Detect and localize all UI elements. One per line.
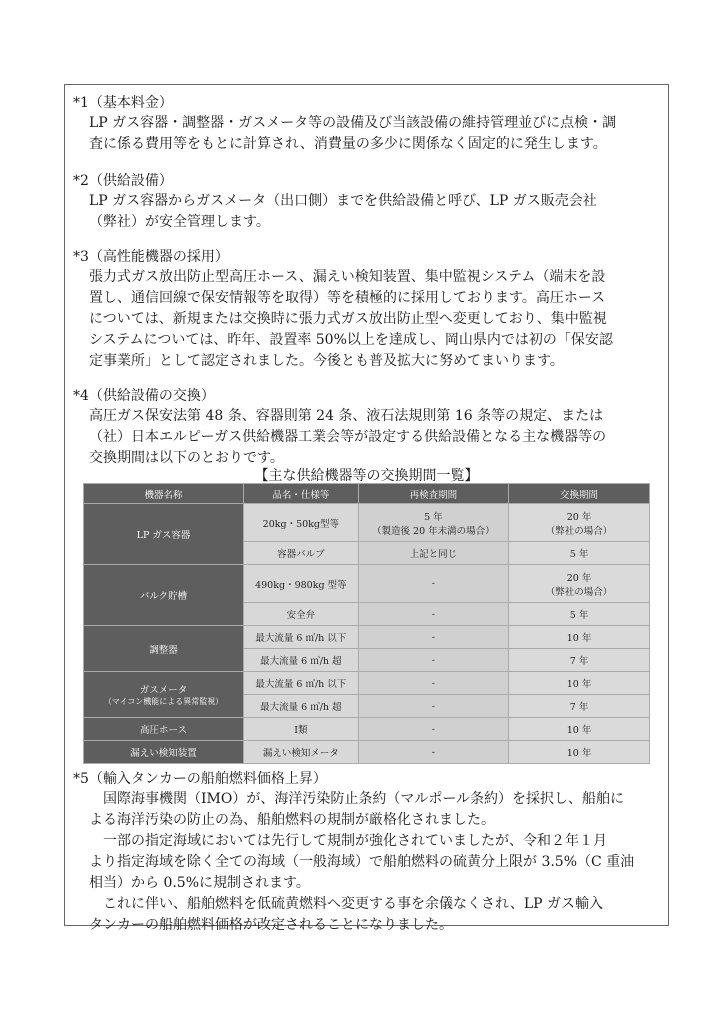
header-replacement: 交換期間 [509, 484, 650, 504]
table-row [84, 741, 650, 764]
reinspection-cell: - [358, 603, 509, 626]
header-reinspection: 再検査期間 [358, 484, 509, 504]
section-title: *4（供給設備の交換） [73, 388, 215, 404]
section-title: *5（輸入タンカーの船舶燃料価格上昇） [73, 771, 327, 787]
paragraph-line: より指定海域を除く全ての海域（一般海域）で船舶燃料の硫黄分上限が 3.5%（C 重油 [89, 854, 635, 870]
paragraph-line: 相当）から 0.5%に規制されます。 [89, 875, 310, 891]
table-row [84, 504, 650, 542]
table-row [84, 718, 650, 741]
content-frame [64, 84, 669, 933]
paragraph-line: については、新規または交換時に張力式ガス放出防止型へ変更しており、集中監視 [89, 311, 607, 327]
device-lp-container: LP ガス容器 [84, 504, 244, 565]
paragraph-line: 査に係る費用等をもとに計算され、消費量の多少に関係なく固定的に発生します。 [89, 136, 607, 152]
table-caption: 【主な供給機器等の交換期間一覧】 [254, 468, 479, 484]
section-basic-fee [73, 93, 662, 155]
reinspection-cell: - [358, 565, 509, 603]
spec-cell: 最大流量 6 ㎥/h 超 [244, 649, 359, 672]
reinspection-cell: - [358, 672, 509, 695]
spec-cell: 最大流量 6 ㎥/h 以下 [244, 672, 359, 695]
paragraph-line: タンカーの船舶燃料価格が改定されることになりました。 [89, 917, 453, 933]
section-equipment-replacement [73, 386, 662, 469]
paragraph-line: よる海洋汚染の防止の為、船舶燃料の規制が厳格化されました。 [89, 812, 495, 828]
spec-cell: 容器バルブ [244, 542, 359, 565]
reinspection-cell: 上記と同じ [358, 542, 509, 565]
section-title: *1（基本料金） [73, 95, 173, 111]
device-bulk-tank: バルク貯槽 [84, 565, 244, 626]
replacement-cell: 10 年 [509, 718, 650, 741]
spec-cell: 490kg・980kg 型等 [244, 565, 359, 603]
table-header-row [84, 484, 650, 504]
header-spec: 品名・仕様等 [244, 484, 359, 504]
section-supply-equipment [73, 171, 662, 233]
spec-cell: 漏えい検知メータ [244, 741, 359, 764]
paragraph-line: 一部の指定海域においては先行して規制が強化されていましたが、令和２年１月 [103, 833, 607, 849]
replacement-cell: 5 年 [509, 542, 650, 565]
reinspection-cell: - [358, 741, 509, 764]
paragraph-line: LP ガス容器・調整器・ガスメータ等の設備及び当該設備の維持管理並びに点検・調 [89, 115, 617, 131]
reinspection-cell: - [358, 626, 509, 649]
replacement-cell: 20 年 （弊社の場合） [509, 504, 650, 542]
replacement-cell: 7 年 [509, 649, 650, 672]
table-row [84, 565, 650, 603]
section-title: *3（高性能機器の採用） [73, 249, 229, 265]
table-row [84, 626, 650, 649]
paragraph-line: システムについては、昨年、設置率 50%以上を達成し、岡山県内では初の「保安認 [89, 332, 613, 348]
reinspection-cell: - [358, 695, 509, 718]
section-high-performance [73, 247, 662, 372]
reinspection-cell: 5 年 （製造後 20 年未満の場合） [358, 504, 509, 542]
spec-cell: Ⅰ類 [244, 718, 359, 741]
replacement-cell: 20 年 （弊社の場合） [509, 565, 650, 603]
paragraph-line: LP ガス容器からガスメータ（出口側）までを供給設備と呼び、LP ガス販売会社 [89, 193, 597, 209]
reinspection-cell: - [358, 649, 509, 672]
paragraph-line: これに伴い、船舶燃料を低硫黄燃料へ変更する事を余儀なくされ、LP ガス輸入 [103, 896, 604, 912]
spec-cell: 最大流量 6 ㎥/h 以下 [244, 626, 359, 649]
paragraph-line: 高圧ガス保安法第 48 条、容器則第 24 条、液石法規則第 16 条等の規定、または [89, 408, 604, 424]
spec-cell: 20kg・50kg型等 [244, 504, 359, 542]
device-gas-meter: ガスメータ （マイコン機能による異常監視） [84, 672, 244, 718]
paragraph-line: 置し、通信回線で保安情報等を取得）等を積極的に採用しております。高圧ホース [89, 290, 606, 306]
replacement-cell: 7 年 [509, 695, 650, 718]
device-regulator: 調整器 [84, 626, 244, 672]
replacement-cell: 10 年 [509, 626, 650, 649]
paragraph-line: （弊社）が安全管理します。 [89, 214, 270, 230]
replacement-cell: 10 年 [509, 741, 650, 764]
paragraph-line: 定事業所」として認定されました。今後とも普及拡大に努めてまいります。 [89, 353, 564, 369]
header-device-name: 機器名称 [84, 484, 244, 504]
section-tanker-fuel [73, 769, 662, 936]
replacement-cell: 10 年 [509, 672, 650, 695]
spec-cell: 安全弁 [244, 603, 359, 626]
spec-cell: 最大流量 6 ㎥/h 超 [244, 695, 359, 718]
replacement-period-table [83, 483, 650, 764]
paragraph-line: 張力式ガス放出防止型高圧ホース、漏えい検知装置、集中監視システム（端末を設 [89, 269, 606, 285]
paragraph-line: 交換期間は以下のとおりです。 [89, 450, 284, 466]
replacement-cell: 5 年 [509, 603, 650, 626]
paragraph-line: 国際海事機関（IMO）が、海洋汚染防止条約（マルポール条約）を採択し、船舶に [103, 791, 625, 807]
reinspection-cell: - [358, 718, 509, 741]
table-row [84, 672, 650, 695]
paragraph-line: （社）日本エルピーガス供給機器工業会等が設定する供給設備となる主な機器等の [89, 429, 607, 445]
device-leak-detector: 漏えい検知装置 [84, 741, 244, 764]
section-title: *2（供給設備） [73, 173, 173, 189]
device-high-pressure-hose: 高圧ホース [84, 718, 244, 741]
